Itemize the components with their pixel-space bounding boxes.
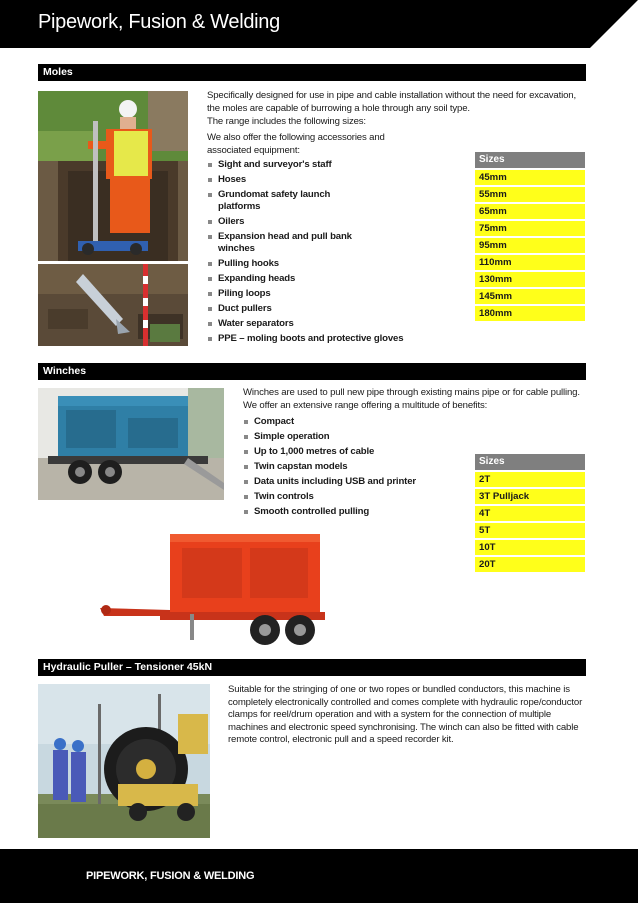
banner-corner-cut bbox=[520, 0, 638, 48]
moles-accessories-list bbox=[207, 159, 422, 348]
list-item: Data units including USB and printer bbox=[243, 476, 463, 488]
list-item: Pulling hooks bbox=[207, 258, 422, 270]
bullet-icon bbox=[244, 435, 248, 439]
bullet-icon bbox=[208, 307, 212, 311]
sizes-row: 95mm bbox=[475, 236, 585, 253]
list-item: PPE – moling boots and protective gloves bbox=[207, 333, 448, 345]
sizes-row: 110mm bbox=[475, 253, 585, 270]
winch-blue-photo bbox=[38, 388, 224, 500]
bullet-icon bbox=[208, 337, 212, 341]
sizes-row: 5T bbox=[475, 521, 585, 538]
winch-red-photo bbox=[100, 530, 330, 648]
moles-intro: Specifically designed for use in pipe and cable installation without the need for excavation, the moles are capable of burrowing a hole through any soil type. bbox=[207, 90, 576, 114]
list-item: Grundomat safety launch platforms bbox=[207, 189, 358, 213]
hydraulic-puller-photo bbox=[38, 684, 210, 838]
bullet-icon bbox=[208, 235, 212, 239]
moles-range-text: The range includes the following sizes: bbox=[207, 116, 366, 127]
list-item: Oilers bbox=[207, 216, 422, 228]
bullet-icon bbox=[244, 480, 248, 484]
page-title: Pipework, Fusion & Welding bbox=[38, 11, 280, 33]
bullet-icon bbox=[244, 420, 248, 424]
bullet-icon bbox=[208, 322, 212, 326]
hydraulic-heading: Hydraulic Puller – Tensioner 45kN bbox=[38, 659, 586, 676]
bullet-icon bbox=[208, 277, 212, 281]
list-item: Twin capstan models bbox=[243, 461, 463, 473]
sizes-row: 2T bbox=[475, 470, 585, 487]
bullet-icon bbox=[208, 163, 212, 167]
bullet-icon bbox=[244, 495, 248, 499]
bullet-icon bbox=[208, 220, 212, 224]
sizes-row: 55mm bbox=[475, 185, 585, 202]
sizes-row: 180mm bbox=[475, 304, 585, 321]
sizes-row: 65mm bbox=[475, 202, 585, 219]
list-item: Up to 1,000 metres of cable bbox=[243, 446, 463, 458]
bullet-icon bbox=[208, 292, 212, 296]
moles-worker-photo bbox=[38, 91, 188, 261]
sizes-row: 145mm bbox=[475, 287, 585, 304]
list-item: Smooth controlled pulling bbox=[243, 506, 463, 518]
list-item: Duct pullers bbox=[207, 303, 422, 315]
sizes-row: 3T Pulljack bbox=[475, 487, 585, 504]
list-item: Piling loops bbox=[207, 288, 422, 300]
winches-benefits-list bbox=[243, 416, 463, 521]
sizes-row: 45mm bbox=[475, 168, 585, 185]
sizes-row: 20T bbox=[475, 555, 585, 572]
sizes-row: 130mm bbox=[475, 270, 585, 287]
winches-sizes-table bbox=[475, 454, 585, 572]
list-item: Water separators bbox=[207, 318, 422, 330]
hydraulic-description: Suitable for the stringing of one or two ropes or bundled conductors, this machine is completely electronically controlled and comes complete with hydraulic rope/conductor clamps for reel/drum operation and with a system for the connection of multiple machines and electronic speed synchronising. The winch can also be fitted with cable remote control, electronic pull and a speed recorder kit. bbox=[228, 684, 583, 746]
sizes-row: 10T bbox=[475, 538, 585, 555]
bullet-icon bbox=[244, 510, 248, 514]
moles-sizes-table bbox=[475, 152, 585, 321]
footer-title: PIPEWORK, FUSION & WELDING bbox=[86, 870, 255, 882]
list-item: Expansion head and pull bank winches bbox=[207, 231, 378, 255]
footer bbox=[0, 849, 638, 903]
list-item: Simple operation bbox=[243, 431, 463, 443]
bullet-icon bbox=[208, 178, 212, 182]
sizes-row: 4T bbox=[475, 504, 585, 521]
moles-accessories-intro: We also offer the following accessories and associated equipment: bbox=[207, 132, 385, 156]
top-banner bbox=[0, 0, 638, 48]
winches-intro: Winches are used to pull new pipe through existing mains pipe or for cable pulling. We offer an extensive range offering a multitude of benefits: bbox=[243, 387, 580, 411]
list-item: Twin controls bbox=[243, 491, 463, 503]
list-item: Compact bbox=[243, 416, 463, 428]
moles-soil-photo bbox=[38, 264, 188, 346]
winches-heading: Winches bbox=[38, 363, 586, 380]
list-item: Hoses bbox=[207, 174, 422, 186]
bullet-icon bbox=[208, 262, 212, 266]
bullet-icon bbox=[244, 450, 248, 454]
list-item: Sight and surveyor's staff bbox=[207, 159, 422, 171]
sizes-row: 75mm bbox=[475, 219, 585, 236]
sizes-header: Sizes bbox=[475, 454, 585, 470]
moles-heading: Moles bbox=[38, 64, 586, 81]
bullet-icon bbox=[244, 465, 248, 469]
bullet-icon bbox=[208, 193, 212, 197]
list-item: Expanding heads bbox=[207, 273, 422, 285]
sizes-header: Sizes bbox=[475, 152, 585, 168]
